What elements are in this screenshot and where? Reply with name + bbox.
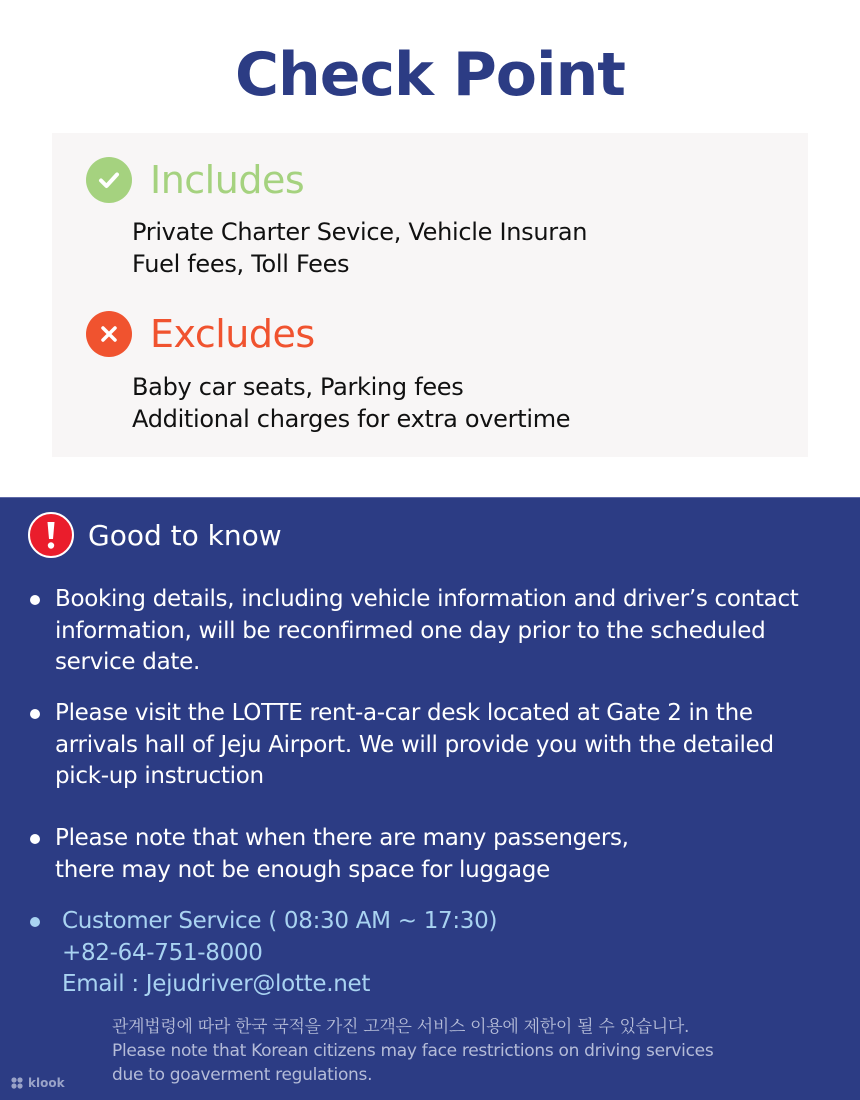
notice-line: due to goaverment regulations. xyxy=(112,1065,373,1085)
klook-logo-icon xyxy=(10,1076,24,1090)
excludes-heading xyxy=(86,311,315,357)
list-item-line: Please note that when there are many passengers, xyxy=(55,825,629,851)
includes-title: Includes xyxy=(150,158,305,202)
excludes-list xyxy=(132,371,570,435)
email-address: Email : Jejudriver@lotte.net xyxy=(62,971,371,997)
good-to-know-title: Good to know xyxy=(88,518,282,552)
bullet-dot-icon xyxy=(30,917,40,927)
service-hours: Customer Service ( 08:30 AM ~ 17:30) xyxy=(62,908,498,934)
notice-line: 관계법령에 따라 한국 국적을 가진 고객은 서비스 이용에 제한이 될 수 있습니다. xyxy=(112,1017,690,1037)
customer-service-text xyxy=(62,906,497,1001)
includes-line: Private Charter Sevice, Vehicle Insuran xyxy=(132,218,588,246)
list-item-text xyxy=(55,698,774,793)
list-item-text xyxy=(55,584,799,679)
page-title: Check Point xyxy=(235,40,625,110)
bullet-dot-icon xyxy=(30,595,40,605)
list-item-line: Please visit the LOTTE rent-a-car desk located at Gate 2 in the xyxy=(55,700,753,726)
x-circle-icon xyxy=(86,311,132,357)
excludes-title: Excludes xyxy=(150,312,315,356)
excludes-line: Additional charges for extra overtime xyxy=(132,405,571,433)
list-item-line: there may not be enough space for luggage xyxy=(55,856,550,883)
phone-number: +82-64-751-8000 xyxy=(62,939,263,966)
list-item-line: arrivals hall of Jeju Airport. We will provide you with the detailed xyxy=(55,731,774,758)
bullet-dot-icon xyxy=(30,834,40,844)
bullet-dot-icon xyxy=(30,709,40,719)
checkpoint-card xyxy=(52,133,808,457)
list-item-line: information, will be reconfirmed one day prior to the scheduled xyxy=(55,617,766,644)
exclamation-icon xyxy=(28,512,74,558)
klook-watermark xyxy=(10,1076,65,1090)
list-item-line: Booking details, including vehicle information and driver’s contact xyxy=(55,586,799,612)
list-item-text xyxy=(55,823,629,886)
includes-line: Fuel fees, Toll Fees xyxy=(132,250,350,278)
list-item-line: pick-up instruction xyxy=(55,763,264,789)
includes-list xyxy=(132,216,587,280)
notice-line: Please note that Korean citizens may face restrictions on driving services xyxy=(112,1041,714,1061)
excludes-line: Baby car seats, Parking fees xyxy=(132,373,464,401)
watermark-label: klook xyxy=(28,1076,65,1090)
list-item-line: service date. xyxy=(55,649,200,675)
good-to-know-heading xyxy=(28,512,282,558)
check-circle-icon xyxy=(86,157,132,203)
korean-citizen-notice xyxy=(112,1015,713,1087)
includes-heading xyxy=(86,157,304,203)
